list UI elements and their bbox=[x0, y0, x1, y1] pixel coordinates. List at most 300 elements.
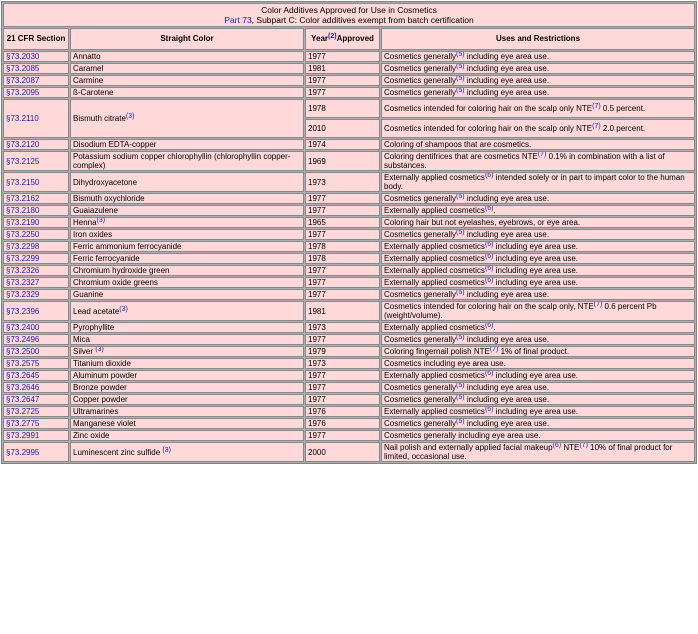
uses-text: Cosmetics generally bbox=[384, 395, 457, 404]
straight-color-cell bbox=[70, 241, 304, 252]
section-cell bbox=[3, 406, 69, 417]
uses-cell bbox=[381, 346, 695, 357]
straight-color-name: Aluminum powder bbox=[73, 371, 138, 380]
straight-color-name: Guanine bbox=[73, 290, 104, 299]
uses-text: including eye area use. bbox=[493, 266, 578, 275]
straight-color-cell bbox=[70, 75, 304, 86]
table-row bbox=[3, 301, 695, 321]
uses-cell bbox=[381, 382, 695, 393]
uses-text: Coloring fingernail polish NTE bbox=[384, 347, 490, 356]
section-cell bbox=[3, 394, 69, 405]
section-link[interactable]: §73.2299 bbox=[6, 254, 40, 263]
year-cell: 1965 bbox=[305, 217, 380, 228]
section-link[interactable]: §73.2400 bbox=[6, 323, 40, 332]
straight-color-cell bbox=[70, 229, 304, 240]
footnote-link[interactable]: (5) bbox=[456, 193, 465, 200]
table-row bbox=[3, 406, 695, 417]
uses-text: Cosmetics generally bbox=[384, 88, 457, 97]
uses-text: Externally applied cosmetics bbox=[384, 173, 485, 182]
straight-color-name: Dihydroxyacetone bbox=[73, 177, 138, 187]
straight-color-cell bbox=[70, 322, 304, 333]
year-cell: 1973 bbox=[305, 358, 380, 369]
straight-color-name: Caramel bbox=[73, 64, 104, 73]
uses-text: including eye area use. bbox=[464, 290, 550, 299]
table-row bbox=[3, 193, 695, 204]
section-link[interactable]: §73.2326 bbox=[6, 266, 40, 275]
straight-color-name: Henna bbox=[73, 218, 97, 227]
section-cell bbox=[3, 229, 69, 240]
uses-cell bbox=[381, 253, 695, 264]
uses-text: including eye area use. bbox=[464, 64, 550, 73]
header-year-approved: Year$^{(2)}$Approved bbox=[305, 28, 380, 50]
year-cell: 1977 bbox=[305, 430, 380, 441]
uses-cell bbox=[381, 406, 695, 417]
table-row bbox=[3, 253, 695, 264]
section-link[interactable]: §73.2396 bbox=[6, 306, 40, 316]
uses-cell bbox=[381, 205, 695, 216]
straight-color-cell bbox=[70, 253, 304, 264]
straight-color-name: Ultramarines bbox=[73, 407, 119, 416]
year-cell: 1969 bbox=[305, 151, 380, 171]
section-cell bbox=[3, 217, 69, 228]
straight-color-name: Chromium oxide greens bbox=[73, 278, 158, 287]
section-link[interactable]: §73.2775 bbox=[6, 419, 40, 428]
uses-text: including eye area use. bbox=[464, 383, 550, 392]
section-cell bbox=[3, 322, 69, 333]
year-cell: 1977 bbox=[305, 334, 380, 345]
uses-cell bbox=[381, 394, 695, 405]
straight-color-name: Carmine bbox=[73, 76, 104, 85]
table-row bbox=[3, 265, 695, 276]
straight-color-cell bbox=[70, 193, 304, 204]
uses-text: Externally applied cosmetics bbox=[384, 278, 485, 287]
uses-text: including eye area use. bbox=[493, 371, 578, 380]
uses-cell bbox=[381, 217, 695, 228]
header-straight-color: Straight Color bbox=[70, 28, 304, 50]
uses-cell bbox=[381, 430, 695, 441]
straight-color-cell bbox=[70, 301, 304, 321]
footnote-link[interactable]: (3) bbox=[162, 446, 171, 454]
table-row bbox=[3, 99, 695, 118]
footnote-link[interactable]: (5) bbox=[456, 229, 465, 236]
part-73-link[interactable]: Part 73 bbox=[224, 15, 252, 25]
footnote-link[interactable]: (6) bbox=[552, 442, 562, 449]
straight-color-cell bbox=[70, 430, 304, 441]
uses-cell bbox=[381, 370, 695, 381]
uses-text: Externally applied cosmetics bbox=[384, 242, 485, 251]
year-cell: 1979 bbox=[305, 346, 380, 357]
uses-cell bbox=[381, 301, 695, 321]
section-link[interactable]: §73.2125 bbox=[6, 156, 40, 166]
table-caption bbox=[3, 3, 695, 27]
section-cell bbox=[3, 265, 69, 276]
straight-color-cell bbox=[70, 442, 304, 462]
uses-text: including eye area use. bbox=[464, 194, 550, 203]
uses-text: 2.0 percent. bbox=[600, 124, 646, 133]
year-cell: 1978 bbox=[305, 99, 380, 118]
year-cell: 1977 bbox=[305, 87, 380, 98]
footnote-link[interactable]: (3) bbox=[119, 305, 128, 313]
section-cell bbox=[3, 430, 69, 441]
uses-text: NTE bbox=[561, 443, 580, 452]
section-link[interactable]: §73.2646 bbox=[6, 383, 40, 392]
footnote-link[interactable]: (5) bbox=[456, 382, 465, 389]
straight-color-cell bbox=[70, 205, 304, 216]
section-cell bbox=[3, 75, 69, 86]
straight-color-name: Mica bbox=[73, 335, 90, 344]
uses-text: including eye area use. bbox=[493, 242, 578, 251]
uses-text: including eye area use. bbox=[493, 407, 578, 416]
year-cell: 1977 bbox=[305, 382, 380, 393]
table-row bbox=[3, 334, 695, 345]
table-row bbox=[3, 229, 695, 240]
footnote-link[interactable]: (7) bbox=[592, 103, 601, 110]
section-link[interactable]: §73.2327 bbox=[6, 278, 40, 287]
uses-text: Cosmetics generally bbox=[384, 290, 457, 299]
footnote-link[interactable]: (6) bbox=[484, 277, 494, 284]
uses-text: including eye area use. bbox=[493, 278, 578, 287]
table-row bbox=[3, 139, 695, 150]
footnote-link[interactable]: (3) bbox=[96, 217, 106, 224]
uses-cell bbox=[381, 75, 695, 86]
footnote-link[interactable]: (6) bbox=[484, 253, 494, 260]
footnote-link[interactable]: (6) bbox=[484, 370, 494, 377]
straight-color-name: Iron oxides bbox=[73, 230, 113, 239]
table-row bbox=[3, 358, 695, 369]
section-cell bbox=[3, 193, 69, 204]
year-cell: 1981 bbox=[305, 63, 380, 74]
year-cell: 1977 bbox=[305, 51, 380, 62]
year-cell: 1978 bbox=[305, 253, 380, 264]
footnote-link[interactable]: (6) bbox=[484, 265, 494, 272]
footnote-link[interactable]: (7) bbox=[489, 346, 499, 353]
section-cell bbox=[3, 418, 69, 429]
page bbox=[1, 1, 697, 464]
header-uses: Uses and Restrictions bbox=[381, 28, 695, 50]
uses-text: Cosmetics generally bbox=[384, 52, 457, 61]
uses-text: including eye area use. bbox=[464, 335, 550, 344]
section-cell bbox=[3, 358, 69, 369]
uses-text: 0.6 percent Pb (weight/volume). bbox=[384, 302, 657, 320]
section-link[interactable]: §73.2250 bbox=[6, 230, 40, 239]
table-row bbox=[3, 205, 695, 216]
uses-cell bbox=[381, 265, 695, 276]
uses-text: including eye area use. bbox=[464, 52, 550, 61]
uses-cell bbox=[381, 289, 695, 300]
straight-color-name: Potassium sodium copper chlorophyllin (chlorophyllin copper-complex) bbox=[73, 152, 291, 170]
uses-text: Coloring of shampoos that are cosmetics. bbox=[384, 140, 532, 149]
uses-cell bbox=[381, 358, 695, 369]
uses-text: Cosmetics generally bbox=[384, 383, 457, 392]
uses-text: including eye area use. bbox=[464, 395, 550, 404]
table-row bbox=[3, 217, 695, 228]
uses-text: 0.1% in combination with a list of substances. bbox=[384, 152, 665, 170]
footnote-link[interactable]: (5) bbox=[456, 394, 465, 401]
year-cell: 1977 bbox=[305, 394, 380, 405]
straight-color-cell bbox=[70, 51, 304, 62]
uses-text: including eye area use. bbox=[464, 419, 550, 428]
footnote-link[interactable]: (3) bbox=[125, 113, 135, 120]
year-cell: 1977 bbox=[305, 277, 380, 288]
straight-color-name: Bismuth citrate bbox=[73, 114, 126, 123]
uses-text: Cosmetics including eye area use. bbox=[384, 359, 506, 368]
uses-text: 10% of final product for limited, occasional use. bbox=[384, 443, 673, 461]
section-link[interactable]: §73.2095 bbox=[6, 88, 40, 97]
footnote-link[interactable]: (7) bbox=[537, 151, 547, 158]
year-cell: 1977 bbox=[305, 289, 380, 300]
uses-text: including eye area use. bbox=[493, 254, 578, 263]
year-cell: 1976 bbox=[305, 418, 380, 429]
uses-text: including eye area use. bbox=[464, 88, 550, 97]
uses-text: Cosmetics generally including eye area use. bbox=[384, 431, 541, 440]
uses-cell bbox=[381, 151, 695, 171]
footnote-link[interactable]: (5) bbox=[456, 63, 465, 70]
uses-text: including eye area use. bbox=[464, 76, 550, 85]
footnote-link[interactable]: (5) bbox=[456, 418, 465, 425]
straight-color-name: Silver bbox=[73, 347, 96, 356]
uses-cell bbox=[381, 193, 695, 204]
table-row bbox=[3, 87, 695, 98]
uses-text: Externally applied cosmetics bbox=[384, 371, 485, 380]
straight-color-name: Chromium hydroxide green bbox=[73, 266, 170, 275]
year-cell: 1973 bbox=[305, 172, 380, 192]
table-row bbox=[3, 75, 695, 86]
uses-cell bbox=[381, 418, 695, 429]
footnote-link[interactable]: (6) bbox=[484, 241, 494, 248]
footnote-link[interactable]: (5) bbox=[456, 87, 465, 94]
table-body bbox=[3, 51, 695, 462]
section-cell bbox=[3, 301, 69, 321]
uses-text: Cosmetics generally bbox=[384, 76, 457, 85]
section-link[interactable]: §73.2575 bbox=[6, 359, 40, 368]
footnote-link[interactable]: (5) bbox=[456, 51, 465, 58]
section-cell bbox=[3, 370, 69, 381]
table-row bbox=[3, 430, 695, 441]
section-link[interactable]: §73.2645 bbox=[6, 371, 40, 380]
uses-text: Externally applied cosmetics bbox=[384, 206, 485, 215]
uses-cell bbox=[381, 334, 695, 345]
footnote-link[interactable]: (7) bbox=[593, 301, 603, 308]
footnote-link[interactable]: (6) bbox=[484, 172, 494, 179]
straight-color-cell bbox=[70, 151, 304, 171]
straight-color-name: ß-Carotene bbox=[73, 88, 114, 97]
table-row bbox=[3, 277, 695, 288]
straight-color-cell bbox=[70, 265, 304, 276]
section-cell bbox=[3, 241, 69, 252]
footnote-link[interactable]: (5) bbox=[456, 334, 465, 341]
uses-cell bbox=[381, 442, 695, 462]
year-cell: 1977 bbox=[305, 265, 380, 276]
straight-color-name: Copper powder bbox=[73, 395, 128, 404]
uses-text: 0.5 percent. bbox=[600, 104, 646, 113]
straight-color-cell bbox=[70, 289, 304, 300]
straight-color-cell bbox=[70, 99, 304, 138]
straight-color-cell bbox=[70, 394, 304, 405]
straight-color-cell bbox=[70, 382, 304, 393]
section-link[interactable]: §73.2995 bbox=[6, 447, 40, 457]
footnote-link[interactable]: (2) bbox=[328, 33, 337, 40]
uses-cell bbox=[381, 63, 695, 74]
uses-text: Cosmetics generally bbox=[384, 64, 457, 73]
straight-color-cell bbox=[70, 217, 304, 228]
section-cell bbox=[3, 382, 69, 393]
straight-color-cell bbox=[70, 63, 304, 74]
section-link[interactable]: §73.2120 bbox=[6, 140, 40, 149]
table-row bbox=[3, 289, 695, 300]
table-row bbox=[3, 151, 695, 171]
footnote-link[interactable]: (6) bbox=[484, 406, 494, 413]
section-link[interactable]: §73.2030 bbox=[6, 52, 40, 61]
section-cell bbox=[3, 63, 69, 74]
section-cell bbox=[3, 151, 69, 171]
section-link[interactable]: §73.2085 bbox=[6, 64, 40, 73]
uses-text: Cosmetics intended for coloring hair on the scalp only, NTE bbox=[384, 302, 594, 311]
section-cell bbox=[3, 289, 69, 300]
straight-color-cell bbox=[70, 87, 304, 98]
section-link[interactable]: §73.2110 bbox=[6, 114, 39, 123]
section-link[interactable]: §73.2087 bbox=[6, 76, 40, 85]
uses-cell bbox=[381, 51, 695, 62]
section-link[interactable]: §73.2725 bbox=[6, 407, 40, 416]
table-subtitle: , Subpart C: Color additives exempt from batch certification bbox=[251, 15, 474, 25]
uses-text: Externally applied cosmetics bbox=[384, 323, 485, 332]
year-cell: 1977 bbox=[305, 205, 380, 216]
straight-color-cell bbox=[70, 406, 304, 417]
straight-color-name: Manganese violet bbox=[73, 419, 136, 428]
section-cell bbox=[3, 51, 69, 62]
uses-text: Cosmetics generally bbox=[384, 335, 457, 344]
uses-text: Cosmetics generally bbox=[384, 230, 457, 239]
straight-color-name: Bismuth oxychloride bbox=[73, 194, 145, 203]
year-cell: 1977 bbox=[305, 75, 380, 86]
year-cell: 2010 bbox=[305, 119, 380, 138]
section-cell bbox=[3, 172, 69, 192]
footnote-link[interactable]: (5) bbox=[456, 75, 465, 82]
uses-cell bbox=[381, 139, 695, 150]
table-row bbox=[3, 172, 695, 192]
uses-text: . bbox=[493, 206, 496, 215]
footnote-link[interactable]: (7) bbox=[592, 123, 601, 130]
year-cell: 2000 bbox=[305, 442, 380, 462]
uses-cell bbox=[381, 322, 695, 333]
section-cell bbox=[3, 87, 69, 98]
section-cell bbox=[3, 139, 69, 150]
table-row bbox=[3, 370, 695, 381]
uses-cell bbox=[381, 241, 695, 252]
straight-color-name: Disodium EDTA-copper bbox=[73, 140, 157, 149]
uses-cell bbox=[381, 277, 695, 288]
uses-text: Coloring hair but not eyelashes, eyebrows, or eye area. bbox=[384, 218, 581, 227]
section-link[interactable]: §73.2162 bbox=[6, 194, 40, 203]
section-link[interactable]: §73.2150 bbox=[6, 177, 40, 187]
uses-text: Cosmetics generally bbox=[384, 419, 457, 428]
section-link[interactable]: §73.2496 bbox=[6, 335, 40, 344]
straight-color-cell bbox=[70, 358, 304, 369]
year-cell: 1977 bbox=[305, 193, 380, 204]
color-additives-table bbox=[1, 1, 697, 464]
section-link[interactable]: §73.2647 bbox=[6, 395, 40, 404]
section-cell bbox=[3, 334, 69, 345]
uses-text: Cosmetics intended for coloring hair on the scalp only NTE bbox=[384, 104, 593, 113]
uses-text: Coloring dentifrices that are cosmetics NTE bbox=[384, 152, 538, 161]
footnote-link[interactable]: (3) bbox=[95, 346, 104, 353]
uses-cell bbox=[381, 119, 695, 138]
section-cell bbox=[3, 205, 69, 216]
section-link[interactable]: §73.2500 bbox=[6, 347, 40, 356]
uses-cell bbox=[381, 172, 695, 192]
uses-text: 1% of final product. bbox=[498, 347, 570, 356]
table-row bbox=[3, 346, 695, 357]
uses-cell bbox=[381, 99, 695, 118]
year-cell: 1974 bbox=[305, 139, 380, 150]
year-cell: 1978 bbox=[305, 241, 380, 252]
section-link[interactable]: §73.2298 bbox=[6, 242, 40, 251]
table-row bbox=[3, 63, 695, 74]
uses-text: Nail polish and externally applied facial makeup bbox=[384, 443, 553, 452]
uses-text: . bbox=[493, 323, 496, 332]
straight-color-cell bbox=[70, 334, 304, 345]
table-row bbox=[3, 442, 695, 462]
year-cell: 1977 bbox=[305, 229, 380, 240]
straight-color-name: Pyrophyllite bbox=[73, 323, 115, 332]
section-link[interactable]: §73.2190 bbox=[6, 218, 40, 227]
footnote-link[interactable]: (5) bbox=[456, 289, 465, 296]
straight-color-cell bbox=[70, 370, 304, 381]
year-cell: 1981 bbox=[305, 301, 380, 321]
footnote-link[interactable]: (6) bbox=[484, 205, 494, 212]
table-title: Color Additives Approved for Use in Cosmetics bbox=[261, 5, 437, 15]
section-cell bbox=[3, 99, 69, 138]
year-cell: 1977 bbox=[305, 370, 380, 381]
section-link[interactable]: §73.2329 bbox=[6, 290, 40, 299]
header-section: 21 CFR Section bbox=[3, 28, 69, 50]
straight-color-name: Bronze powder bbox=[73, 383, 127, 392]
straight-color-name: Guaiazulene bbox=[73, 206, 118, 215]
table-row bbox=[3, 418, 695, 429]
uses-text: Externally applied cosmetics bbox=[384, 407, 485, 416]
table-row bbox=[3, 241, 695, 252]
straight-color-cell bbox=[70, 418, 304, 429]
section-link[interactable]: §73.2180 bbox=[6, 206, 40, 215]
footnote-link[interactable]: (7) bbox=[579, 442, 588, 449]
straight-color-cell bbox=[70, 277, 304, 288]
uses-text: Cosmetics intended for coloring hair on the scalp only NTE bbox=[384, 124, 593, 133]
straight-color-cell bbox=[70, 172, 304, 192]
uses-text: Externally applied cosmetics bbox=[384, 254, 485, 263]
straight-color-name: Titanium dioxide bbox=[73, 359, 131, 368]
uses-text: Cosmetics generally bbox=[384, 194, 457, 203]
table-row bbox=[3, 51, 695, 62]
section-link[interactable]: §73.2991 bbox=[6, 431, 40, 440]
straight-color-name: Ferric ammonium ferrocyanide bbox=[73, 242, 182, 251]
straight-color-name: Ferric ferrocyanide bbox=[73, 254, 140, 263]
uses-text: intended solely or in part to impart color to the human body. bbox=[384, 173, 685, 191]
year-cell: 1976 bbox=[305, 406, 380, 417]
year-cell: 1973 bbox=[305, 322, 380, 333]
table-row bbox=[3, 382, 695, 393]
straight-color-name: Luminescent zinc sulfide bbox=[73, 447, 163, 457]
straight-color-name: Annatto bbox=[73, 52, 101, 61]
uses-text: Externally applied cosmetics bbox=[384, 266, 485, 275]
straight-color-cell bbox=[70, 346, 304, 357]
straight-color-cell bbox=[70, 139, 304, 150]
section-cell bbox=[3, 442, 69, 462]
section-cell bbox=[3, 253, 69, 264]
section-cell bbox=[3, 277, 69, 288]
footnote-link[interactable]: (6) bbox=[484, 322, 494, 329]
section-cell bbox=[3, 346, 69, 357]
straight-color-name: Zinc oxide bbox=[73, 431, 110, 440]
